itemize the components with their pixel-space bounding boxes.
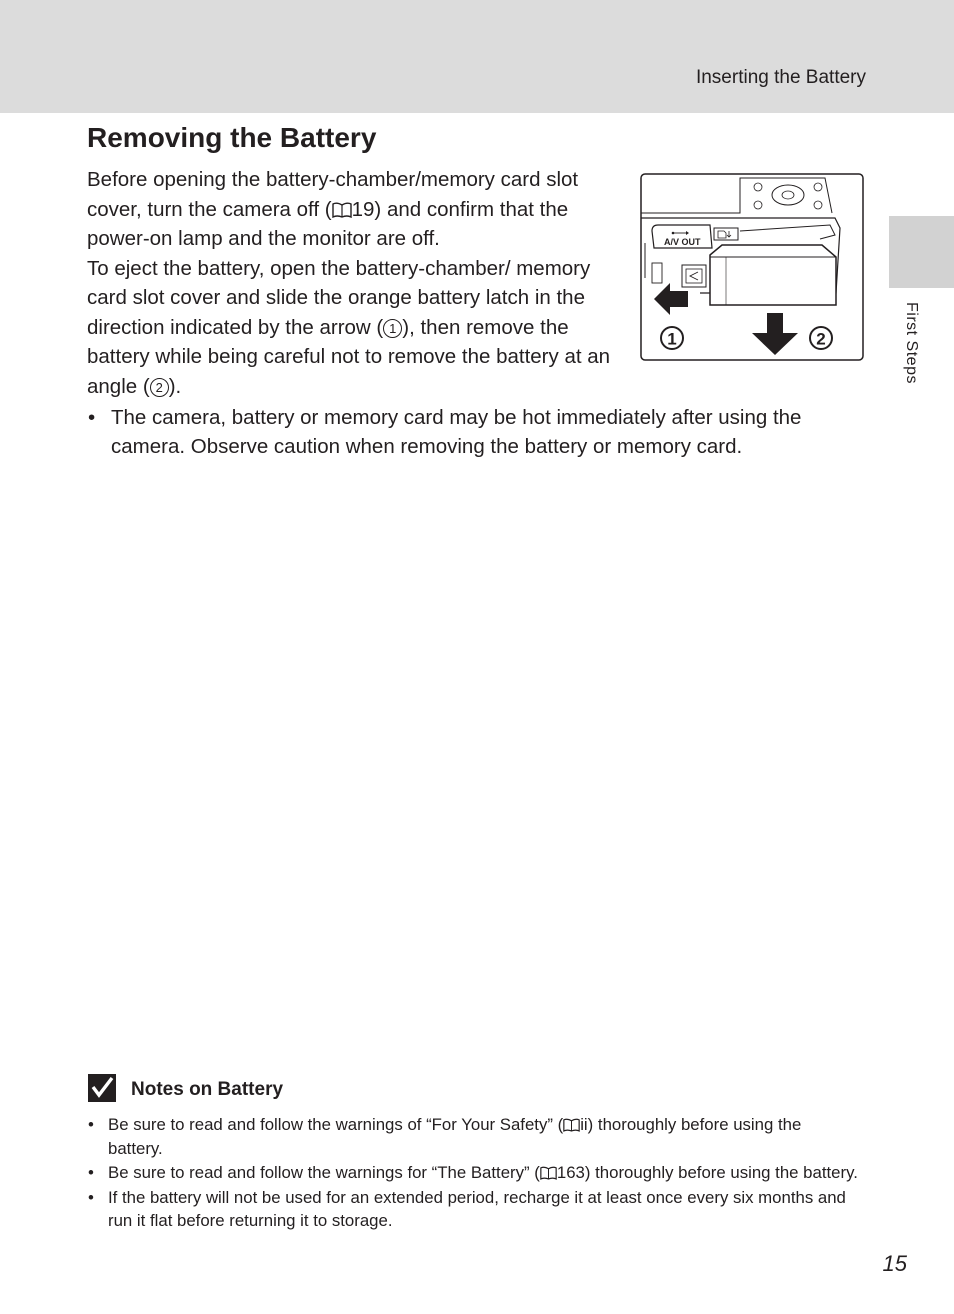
notes-title: Notes on Battery xyxy=(131,1079,284,1100)
book-reference-icon xyxy=(540,1163,557,1177)
note-item-2 xyxy=(88,1161,858,1185)
note2-page-ref: 163 xyxy=(556,1163,585,1182)
intro-paragraph-1 xyxy=(87,165,617,254)
intro-paragraph-2 xyxy=(87,254,617,402)
note-item-1 xyxy=(88,1113,858,1160)
av-out-label: A/V OUT xyxy=(664,237,701,247)
notes-list xyxy=(88,1113,858,1234)
battery-removal-illustration xyxy=(640,173,864,361)
para1-text-b: ) and confirm that the power-on lamp and the monitor are off. xyxy=(87,197,569,250)
note1-text-a: Be sure to read and follow the warnings of “For Your Safety” ( xyxy=(108,1115,564,1134)
para1-page-ref: 19 xyxy=(351,197,375,221)
section-title: Removing the Battery xyxy=(87,122,377,153)
para2-text-b: ), then remove the battery while being careful not to remove the battery at an angle ( xyxy=(87,315,611,398)
note2-text-b: ) thoroughly before using the battery. xyxy=(584,1163,858,1182)
step-2-marker: 2 xyxy=(150,378,169,397)
note2-text-a: Be sure to read and follow the warnings for “The Battery” ( xyxy=(108,1163,540,1182)
figure-step-1: 1 xyxy=(667,329,677,349)
note-item-3: • If the battery will not be used for an extended period, recharge it at least once every six months and run it flat before returning it to storage. xyxy=(88,1186,858,1233)
note1-text-b: ) thoroughly before using the battery. xyxy=(108,1115,802,1158)
para1-text-a: Before opening the battery-chamber/memory card slot cover, turn the camera off ( xyxy=(87,168,579,221)
header-band xyxy=(0,0,954,113)
notes-heading xyxy=(88,1072,488,1104)
chapter-tab xyxy=(889,216,954,288)
figure-step-2: 2 xyxy=(816,329,826,349)
book-reference-icon xyxy=(332,197,352,213)
chapter-tab-label: First Steps xyxy=(903,302,920,384)
step-1-marker: 1 xyxy=(383,319,402,338)
note1-page-ref: ii xyxy=(580,1115,588,1134)
checkmark-icon xyxy=(88,1074,116,1102)
intro-text xyxy=(87,165,617,401)
caution-bullets xyxy=(87,404,857,461)
caution-bullet: • The camera, battery or memory card may be hot immediately after using the camera. Observe caution when removing the battery or memory card. xyxy=(87,404,857,461)
page-number: 15 xyxy=(882,1251,907,1276)
book-reference-icon xyxy=(563,1115,580,1129)
para2-text-a: To eject the battery, open the battery-chamber/ memory card slot cover and slide the orange battery latch in the direction indicated by the arrow ( xyxy=(87,256,591,339)
running-head: Inserting the Battery xyxy=(695,67,866,88)
para2-text-c: ). xyxy=(168,374,182,398)
